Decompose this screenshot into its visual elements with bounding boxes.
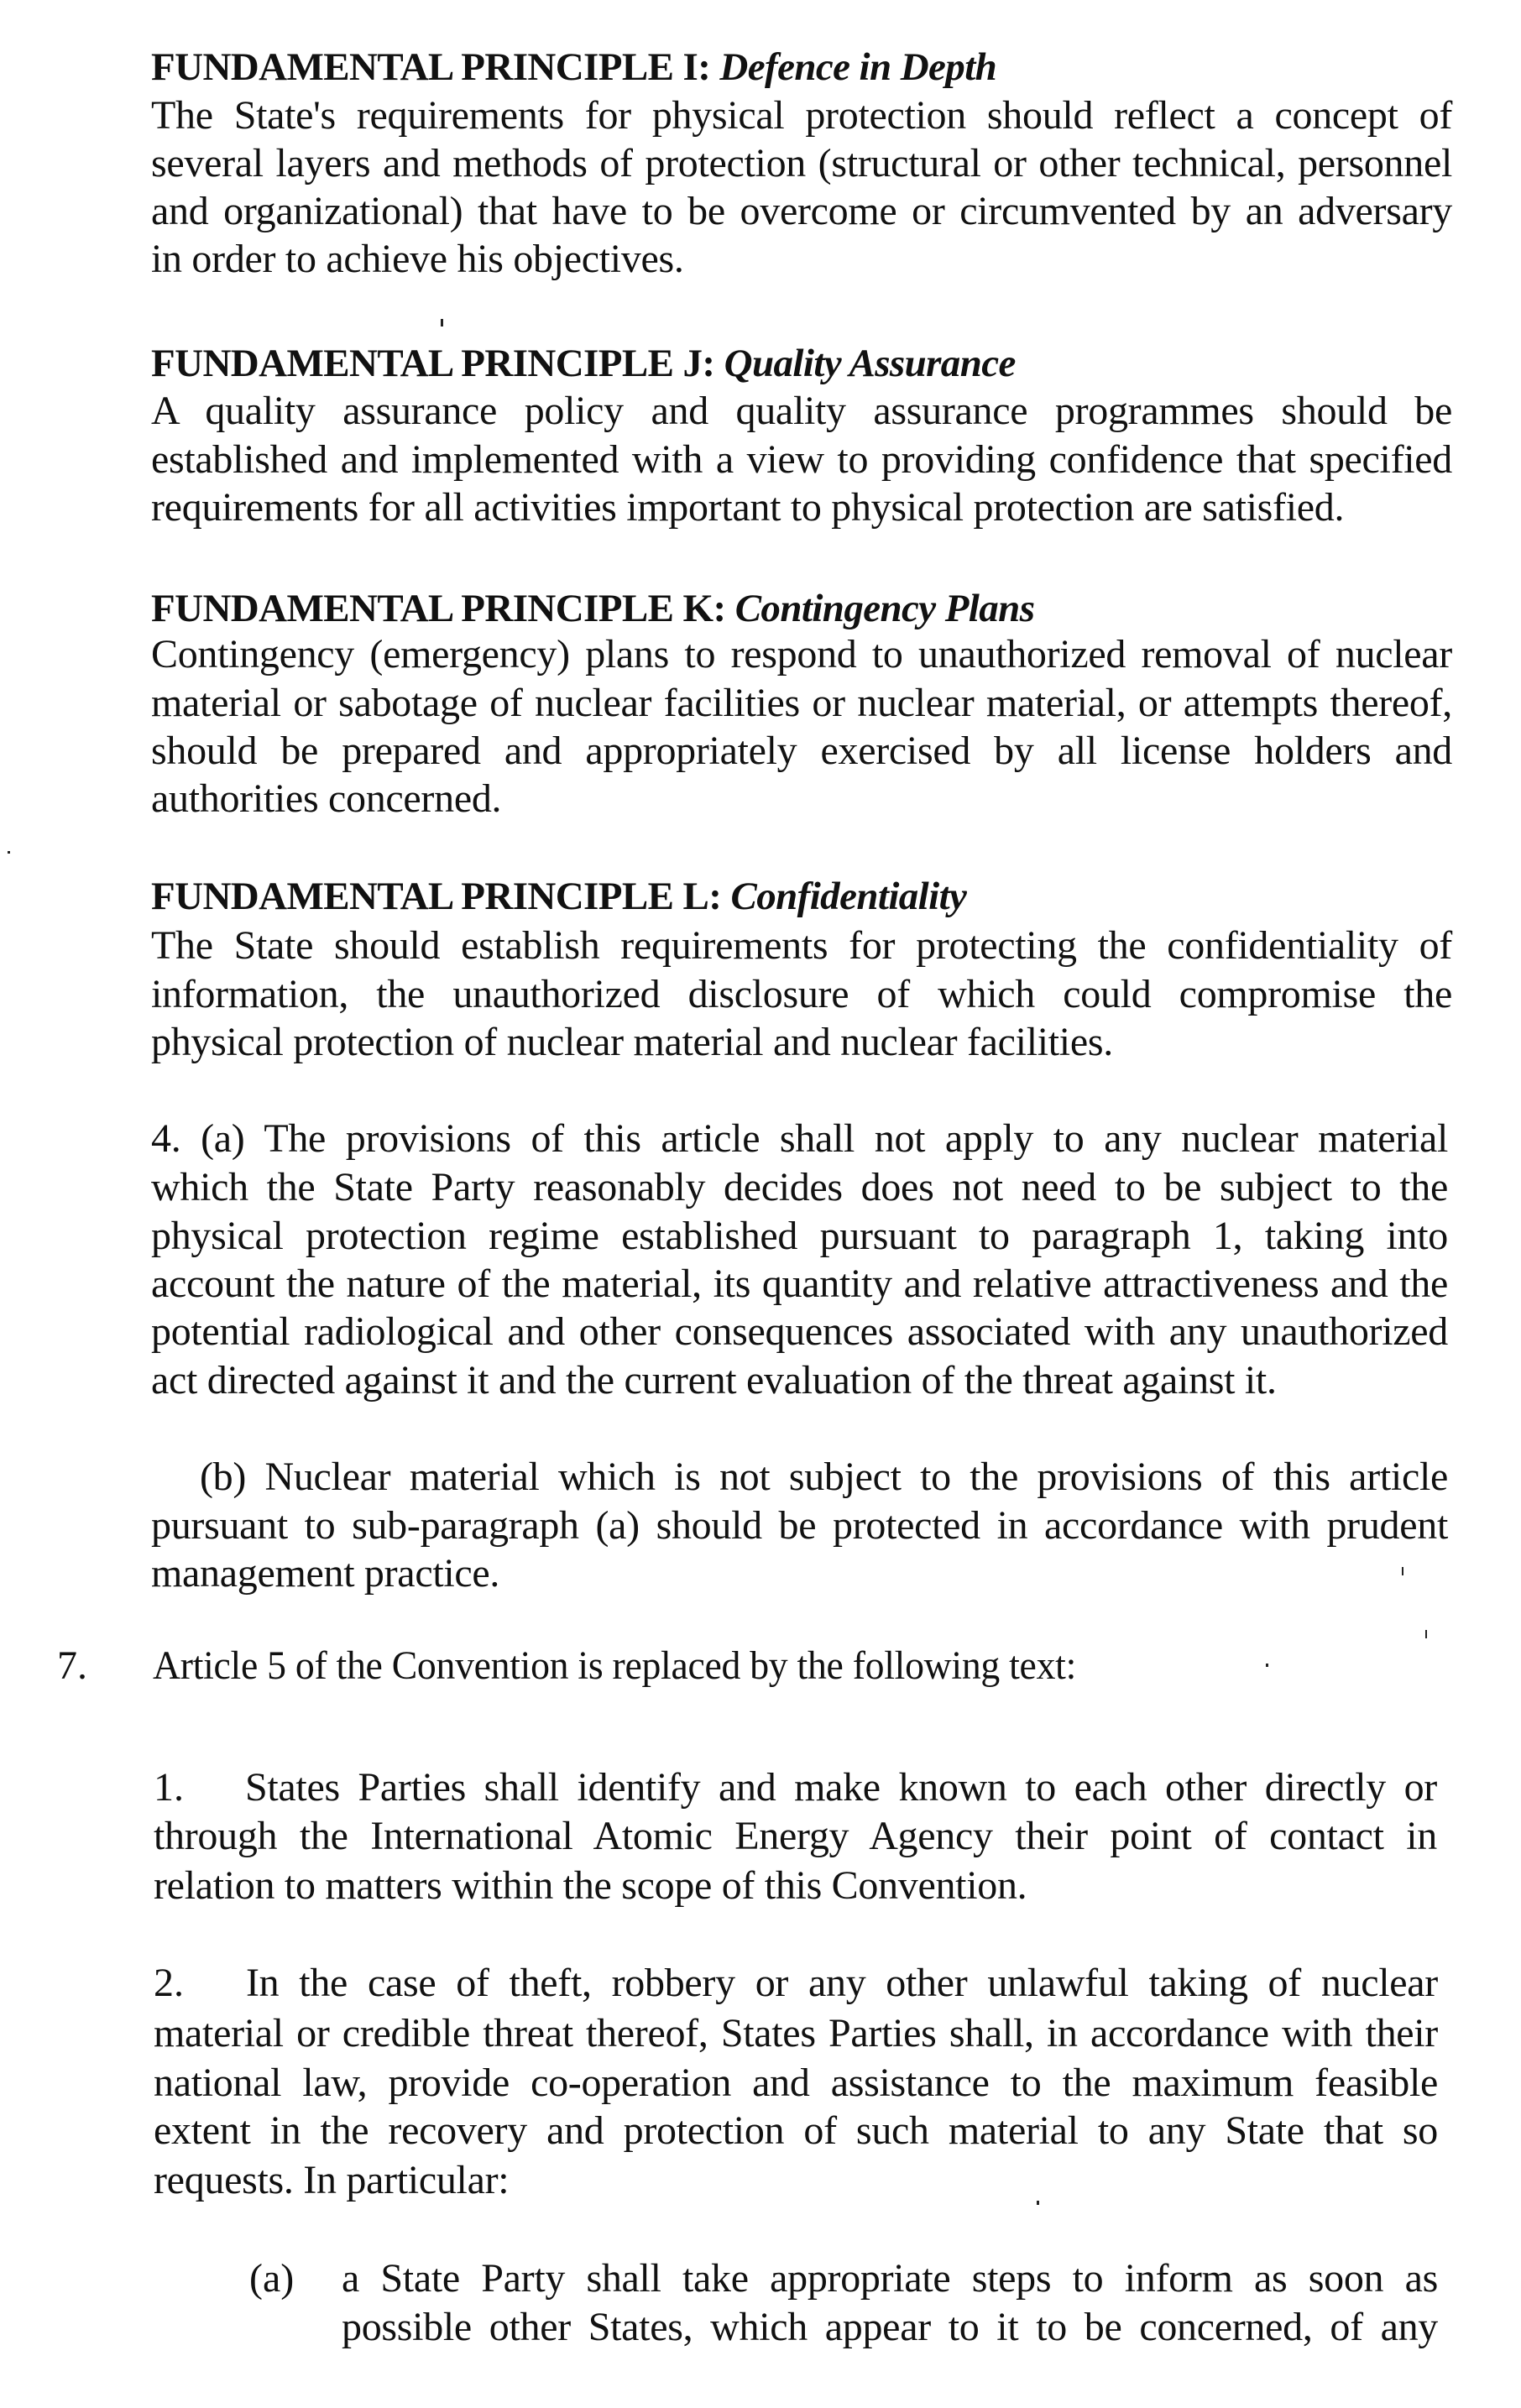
body-line: requirements for all activities important to physical protection are satisfied. — [151, 485, 1345, 530]
body-line: physical protection regime established pursuant to paragraph 1, taking into — [151, 1214, 1448, 1258]
body-line: pursuant to sub-paragraph (a) should be protected in accordance with prudent — [151, 1503, 1448, 1548]
principle-label: FUNDAMENTAL PRINCIPLE I: — [151, 45, 711, 89]
principle-title: Contingency Plans — [734, 587, 1035, 630]
principle-label: FUNDAMENTAL PRINCIPLE K: — [151, 587, 726, 630]
principle-heading — [151, 47, 1452, 87]
body-line: A quality assurance policy and quality assurance programmes should be — [151, 389, 1452, 433]
principle-label: FUNDAMENTAL PRINCIPLE L: — [151, 875, 722, 918]
principle-title: Quality Assurance — [724, 342, 1016, 385]
body-line: relation to matters within the scope of this Convention. — [154, 1863, 1027, 1908]
body-line: should be prepared and appropriately exercised by all license holders and — [151, 729, 1452, 773]
scan-speck — [1266, 1664, 1268, 1667]
body-line: 4. (a) The provisions of this article shall not apply to any nuclear material — [151, 1116, 1448, 1161]
body-line: authorities concerned. — [151, 776, 502, 821]
body-line: which the State Party reasonably decides does not need to be subject to the — [151, 1165, 1448, 1209]
item-number: 7. — [57, 1643, 87, 1688]
principle-label: FUNDAMENTAL PRINCIPLE J: — [151, 342, 715, 385]
principle-heading — [151, 588, 1452, 629]
body-line: In the case of theft, robbery or any other unlawful taking of nuclear — [246, 1961, 1438, 2005]
principle-title: Defence in Depth — [719, 45, 997, 89]
body-line: a State Party shall take appropriate steps to inform as soon as — [342, 2256, 1438, 2301]
body-line: material or sabotage of nuclear facilities or nuclear material, or attempts thereof, — [151, 681, 1452, 725]
body-line: through the International Atomic Energy Agency their point of contact in — [154, 1814, 1437, 1858]
body-line: several layers and methods of protection (structural or other technical, personnel — [151, 141, 1452, 185]
scan-speck — [441, 319, 443, 326]
body-line: national law, provide co-operation and assistance to the maximum feasible — [154, 2061, 1438, 2105]
scan-speck — [1402, 1567, 1403, 1575]
body-line: The State should establish requirements for protecting the confidentiality of — [151, 923, 1452, 968]
body-line: established and implemented with a view to providing confidence that specified — [151, 437, 1452, 482]
paragraph-number: 1. — [154, 1765, 184, 1810]
body-line: extent in the recovery and protection of such material to any State that so — [154, 2108, 1438, 2153]
body-line: in order to achieve his objectives. — [151, 237, 684, 281]
body-line: act directed against it and the current evaluation of the threat against it. — [151, 1358, 1277, 1402]
body-line: information, the unauthorized disclosure of which could compromise the — [151, 972, 1452, 1016]
paragraph-number: 2. — [154, 1961, 184, 2005]
principle-heading — [151, 876, 1452, 917]
body-line: possible other States, which appear to it to be concerned, of any — [342, 2305, 1438, 2349]
body-line: (b) Nuclear material which is not subject to the provisions of this article — [200, 1455, 1448, 1499]
body-line: and organizational) that have to be overcome or circumvented by an adversary — [151, 189, 1452, 233]
body-line: States Parties shall identify and make known to each other directly or — [245, 1765, 1437, 1810]
subparagraph-label: (a) — [249, 2256, 295, 2301]
body-line: potential radiological and other consequences associated with any unauthorized — [151, 1309, 1448, 1354]
body-line: material or credible threat thereof, States Parties shall, in accordance with their — [154, 2011, 1438, 2055]
scan-speck — [8, 851, 10, 854]
principle-title: Confidentiality — [730, 875, 967, 918]
body-line: requests. In particular: — [154, 2158, 510, 2202]
body-line: physical protection of nuclear material and nuclear facilities. — [151, 1020, 1113, 1064]
principle-heading — [151, 343, 1452, 384]
body-line: account the nature of the material, its quantity and relative attractiveness and the — [151, 1261, 1448, 1306]
body-line: The State's requirements for physical protection should reflect a concept of — [151, 93, 1452, 138]
scan-speck — [1425, 1630, 1427, 1638]
body-line: Article 5 of the Convention is replaced by the following text: — [153, 1643, 1076, 1688]
body-line: Contingency (emergency) plans to respond to unauthorized removal of nuclear — [151, 632, 1452, 676]
body-line: management practice. — [151, 1551, 500, 1596]
scan-speck — [1037, 2201, 1039, 2205]
